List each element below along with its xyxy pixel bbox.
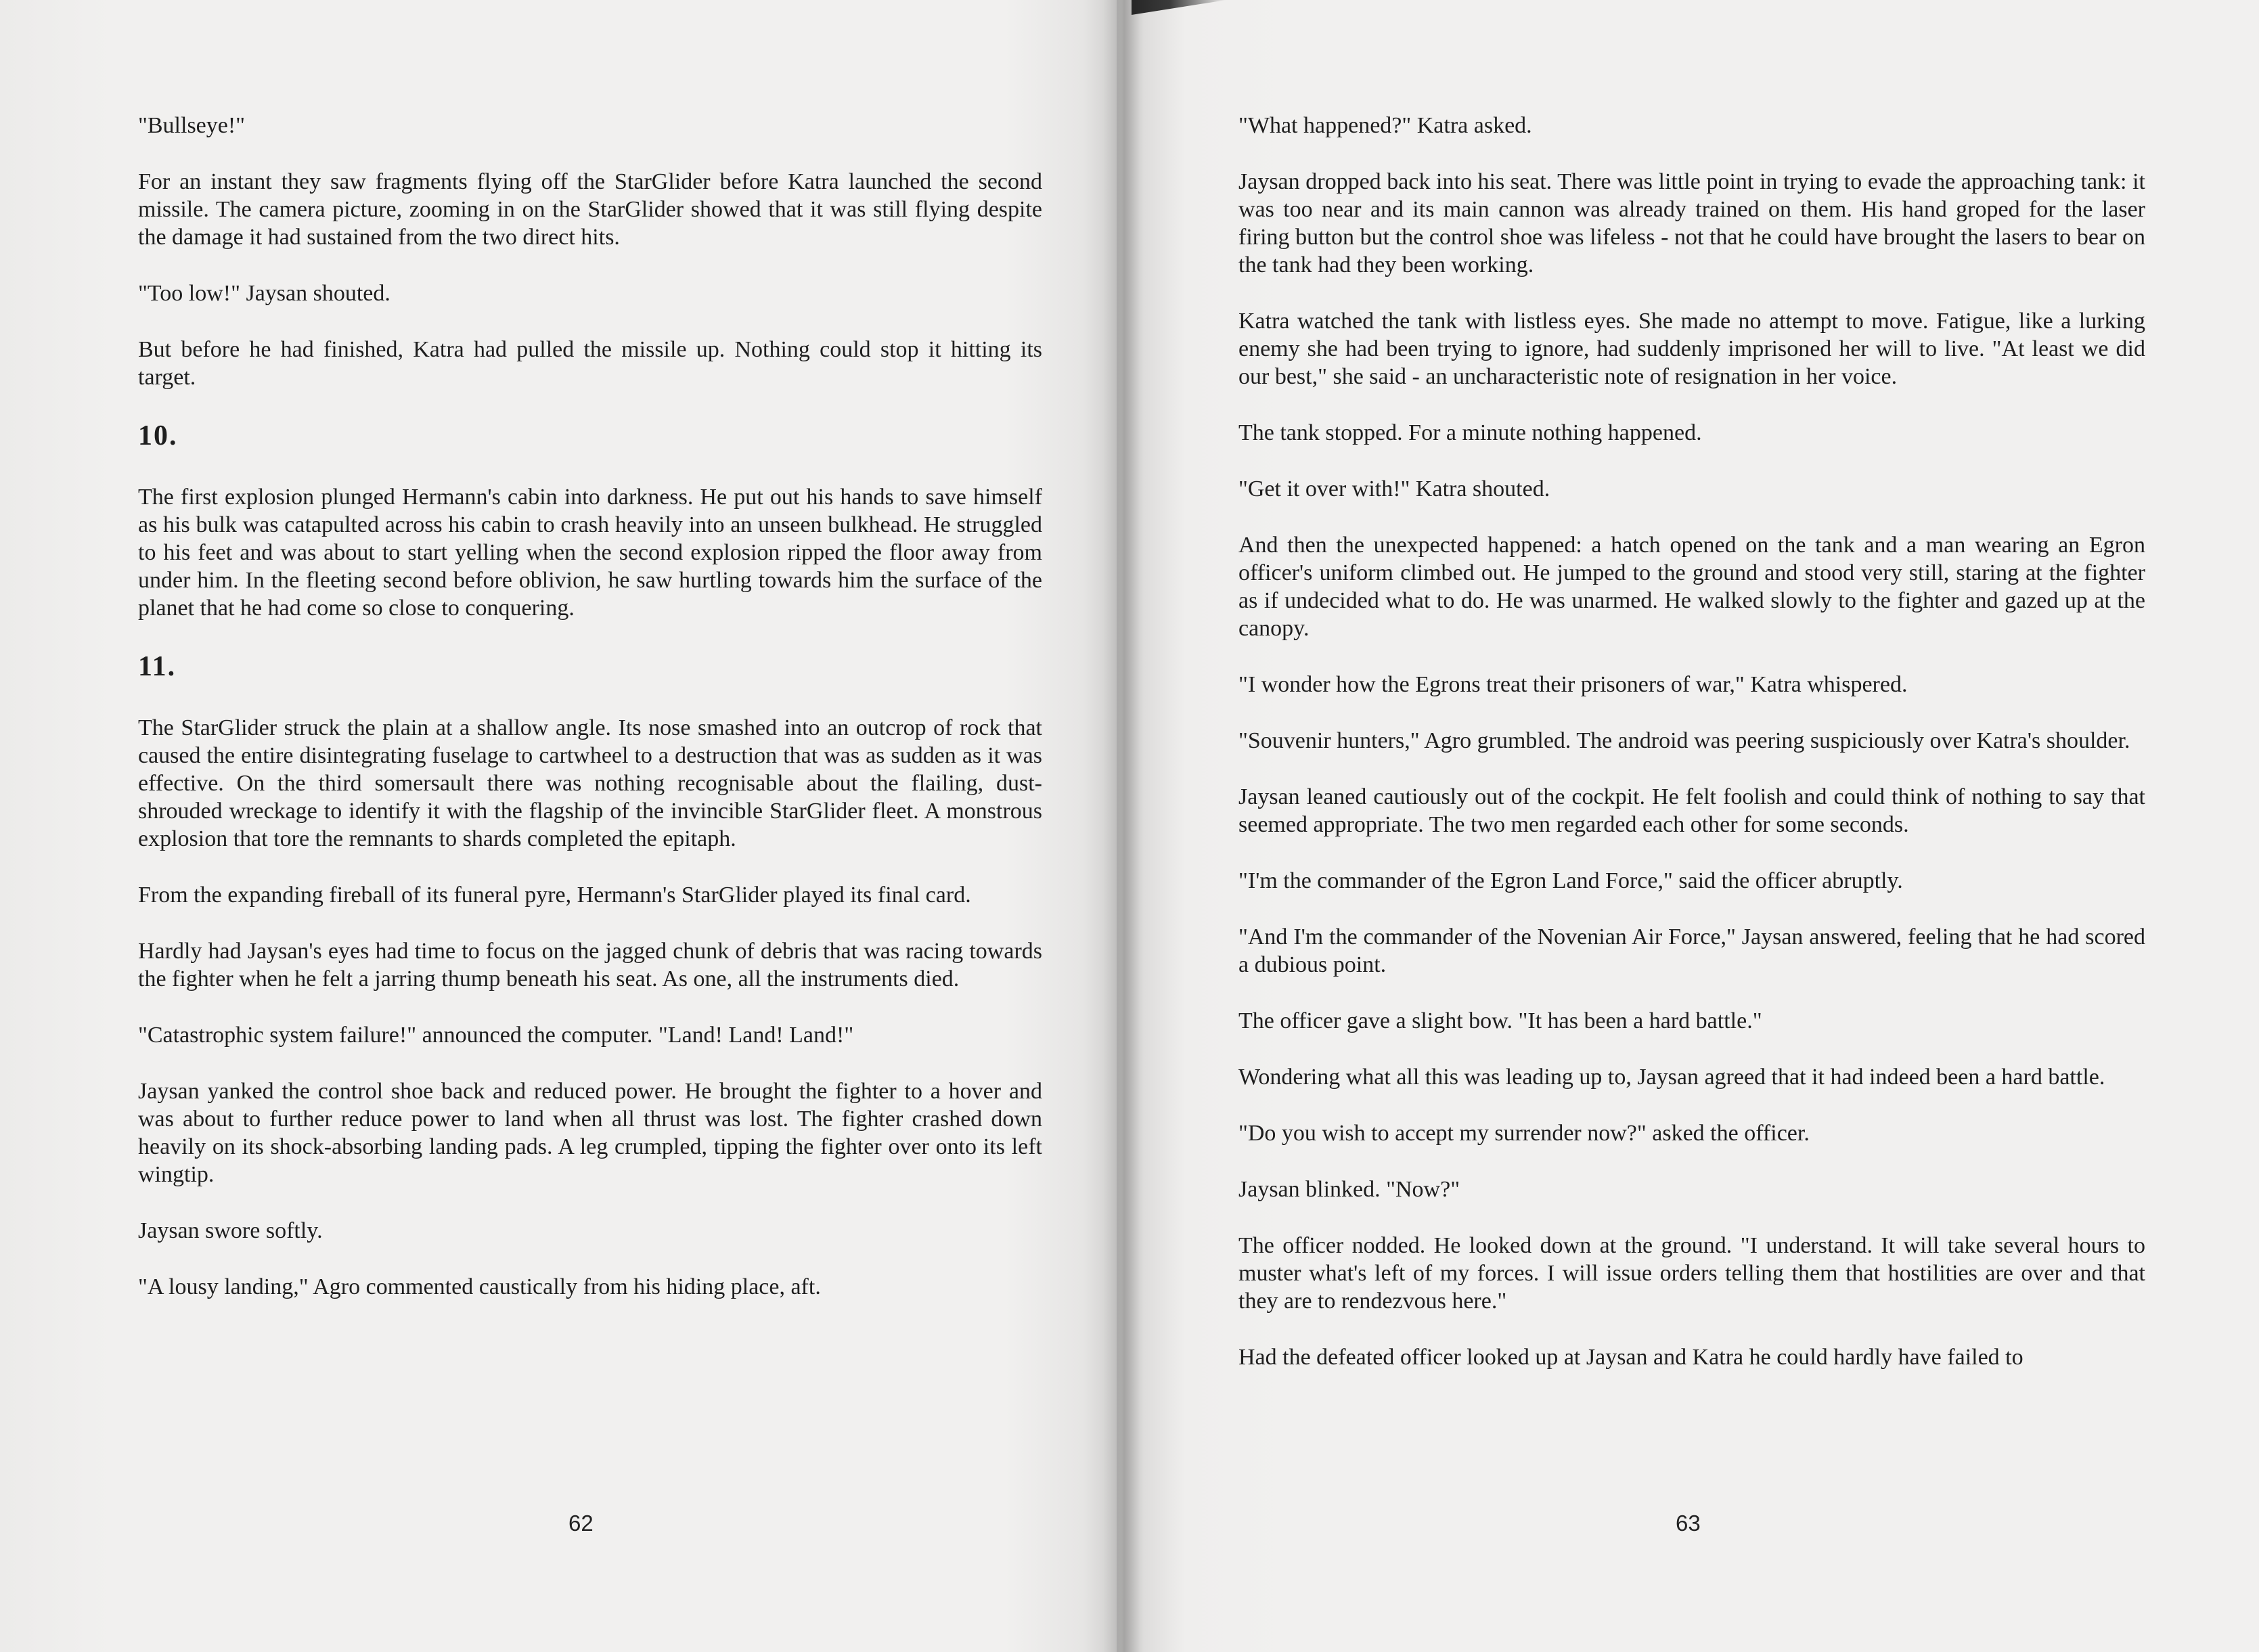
left-page (0, 0, 1117, 1652)
paragraph: "Catastrophic system failure!" announced the computer. "Land! Land! Land!" (138, 1023, 854, 1048)
paragraph: "I wonder how the Egrons treat their prisoners of war," Katra whispered. (1238, 672, 1908, 697)
right-page (1117, 0, 2259, 1652)
paragraph: "Bullseye!" (138, 113, 246, 138)
paragraph: Had the defeated officer looked up at Jaysan and Katra he could hardly have failed to (1238, 1345, 2023, 1370)
paragraph: "Souvenir hunters," Agro grumbled. The android was peering suspiciously over Katra's shoulder. (1238, 728, 2130, 753)
paragraph: The officer nodded. He looked down at the ground. "I understand. It will take several hours to muster what's left of my forces. I will issue orders telling them that hostilities are over and that they are to rendezvous here." (1238, 1233, 2145, 1314)
left-page-text (138, 112, 1042, 1329)
chapter-heading: 11. (138, 651, 177, 682)
paragraph: Jaysan blinked. "Now?" (1238, 1177, 1460, 1202)
paragraph: "I'm the commander of the Egron Land Force," said the officer abruptly. (1238, 868, 1903, 893)
paragraph: Hardly had Jaysan's eyes had time to focus on the jagged chunk of debris that was racing towards the fighter when he felt a jarring thump beneath his seat. As one, all the instruments died. (138, 939, 1042, 991)
paragraph: And then the unexpected happened: a hatch opened on the tank and a man wearing an Egron officer's uniform climbed out. He jumped to the ground and stood very still, staring at the fighter as if undecided what to do. He was unarmed. He walked slowly to the fighter and gazed up at the canopy. (1238, 533, 2145, 641)
paragraph: Jaysan yanked the control shoe back and reduced power. He brought the fighter to a hover and was about to further reduce power to land when all thrust was lost. The fighter crashed down heavily on its shock-absorbing landing pads. A leg crumpled, tipping the fighter over onto its left wingtip. (138, 1079, 1042, 1187)
paragraph: "Do you wish to accept my surrender now?" asked the officer. (1238, 1121, 1810, 1146)
paragraph: Wondering what all this was leading up to, Jaysan agreed that it had indeed been a hard battle. (1238, 1065, 2105, 1090)
paragraph: But before he had finished, Katra had pulled the missile up. Nothing could stop it hitting its target. (138, 337, 1042, 390)
page-number: 63 (1676, 1511, 1701, 1536)
right-page-text (1238, 112, 2145, 1400)
paragraph: The officer gave a slight bow. "It has been a hard battle." (1238, 1008, 1762, 1033)
paragraph: For an instant they saw fragments flying off the StarGlider before Katra launched the second missile. The camera picture, zooming in on the StarGlider showed that it was still flying despite the damage it had sustained from the two direct hits. (138, 169, 1042, 250)
paragraph: The tank stopped. For a minute nothing happened. (1238, 420, 1702, 445)
paragraph: "What happened?" Katra asked. (1238, 113, 1532, 138)
chapter-heading: 10. (138, 420, 178, 451)
paragraph: "Too low!" Jaysan shouted. (138, 281, 390, 306)
paragraph: Jaysan swore softly. (138, 1218, 323, 1243)
gutter-shadow (1103, 0, 1144, 1652)
paragraph: From the expanding fireball of its funeral pyre, Hermann's StarGlider played its final card. (138, 883, 971, 908)
page-number: 62 (568, 1511, 594, 1536)
paragraph: Jaysan dropped back into his seat. There was little point in trying to evade the approaching tank: it was too near and its main cannon was already trained on them. His hand groped for the laser firing button but the control shoe was lifeless - not that he could have brought the lasers to bear on the tank had they been working. (1238, 169, 2145, 277)
paragraph: The StarGlider struck the plain at a shallow angle. Its nose smashed into an outcrop of rock that caused the entire disintegrating fuselage to cartwheel to a destruction that was as sudden as it was effective. On the third somersault there was nothing recognisable about the flailing, dust-shrouded wreckage to identify it with the flagship of the invincible StarGlider fleet. A monstrous explosion that tore the remnants to shards completed the epitaph. (138, 715, 1042, 851)
paragraph: The first explosion plunged Hermann's cabin into darkness. He put out his hands to save himself as his bulk was catapulted across his cabin to crash heavily into an unseen bulkhead. He struggled to his feet and was about to start yelling when the second explosion ripped the floor away from under him. In the fleeting second before oblivion, he saw hurtling towards him the surface of the planet that he had come so close to conquering. (138, 485, 1042, 621)
paragraph: "And I'm the commander of the Novenian Air Force," Jaysan answered, feeling that he had scored a dubious point. (1238, 924, 2145, 977)
paragraph: "A lousy landing," Agro commented caustically from his hiding place, aft. (138, 1274, 821, 1299)
paragraph: "Get it over with!" Katra shouted. (1238, 476, 1550, 501)
paragraph: Katra watched the tank with listless eyes. She made no attempt to move. Fatigue, like a lurking enemy she had been trying to ignore, had suddenly imprisoned her will to live. "At least we did our best," she said - an uncharacteristic note of resignation in her voice. (1238, 309, 2145, 389)
paragraph: Jaysan leaned cautiously out of the cockpit. He felt foolish and could think of nothing to say that seemed appropriate. The two men regarded each other for some seconds. (1238, 784, 2145, 837)
